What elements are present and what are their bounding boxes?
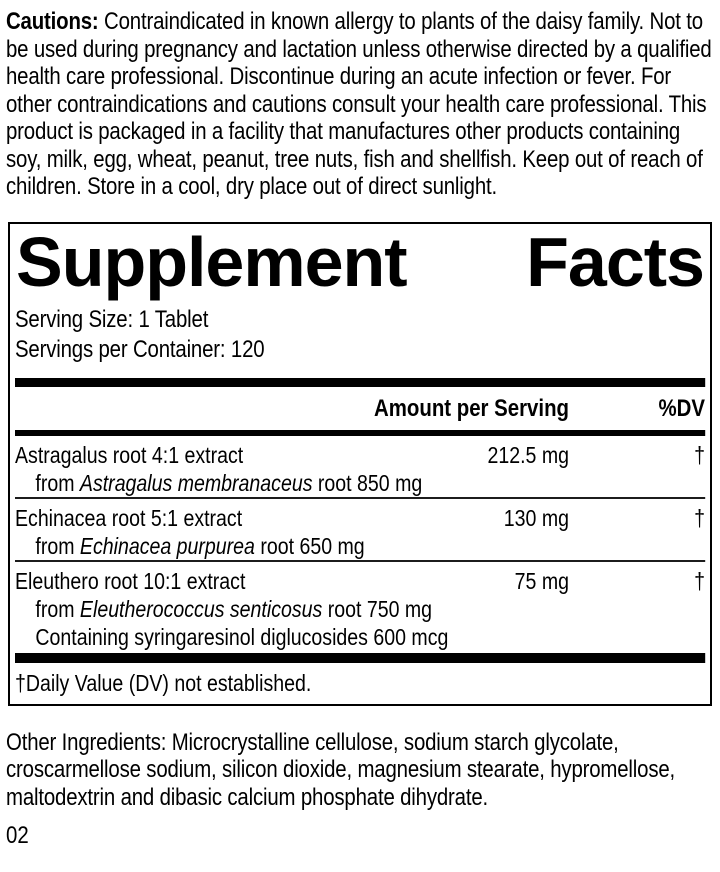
botanical-name: Eleutherococcus senticosus xyxy=(79,595,323,622)
cautions-text: Contraindicated in known allergy to plants of the daisy family. Not to be used during pregnancy and lactation unless otherwise directed by a qualified health care professional. Discontinue during an acute infection or fever. For other contraindications and cautions consult your health care professional. This product is packaged in a facility that manufactures other products containing soy, milk, egg, wheat, peanut, tree nuts, fish and shellfish. Keep out of reach of children. Store in a cool, dry place out of direct sunlight. xyxy=(6,8,712,200)
ingredient-name: Echinacea root 5:1 extract xyxy=(15,504,243,531)
source-text: root 850 mg xyxy=(312,469,423,496)
facts-row-main xyxy=(15,441,705,469)
facts-header-row xyxy=(15,387,705,430)
title-word-supplement: Supplement xyxy=(16,222,407,301)
ingredient-dv: † xyxy=(694,504,705,531)
source-text: from xyxy=(35,469,80,496)
servings-per-container: Servings per Container: 120 xyxy=(15,335,265,363)
facts-body xyxy=(15,305,705,704)
page-code: 02 xyxy=(6,822,29,850)
supplement-facts-title xyxy=(15,222,705,301)
facts-rows xyxy=(15,436,705,651)
dv-footnote: †Daily Value (DV) not established. xyxy=(15,669,312,696)
source-text: from xyxy=(35,532,80,559)
botanical-name: Echinacea purpurea xyxy=(79,532,255,559)
ingredient-source-line xyxy=(15,595,705,623)
facts-row-main xyxy=(15,504,705,532)
ingredient-amount: 75 mg xyxy=(514,567,569,594)
ingredient-amount: 130 mg xyxy=(503,504,569,531)
ingredient-source-line xyxy=(15,532,705,560)
facts-row xyxy=(15,436,705,499)
facts-row xyxy=(15,499,705,562)
ingredient-name: Astragalus root 4:1 extract xyxy=(15,441,244,468)
title-word-facts: Facts xyxy=(526,222,704,301)
cautions-label: Cautions: xyxy=(6,8,99,35)
source-text: Containing syringaresinol diglucosides 600 mcg xyxy=(35,623,449,650)
cautions-paragraph xyxy=(6,8,714,201)
thick-divider-bottom xyxy=(15,653,705,663)
amount-per-serving-header: Amount per Serving xyxy=(374,394,569,422)
ingredient-dv: † xyxy=(694,441,705,468)
ingredient-source-line xyxy=(15,623,705,651)
ingredient-amount: 212.5 mg xyxy=(487,441,569,468)
other-ingredients-paragraph: Other Ingredients: Microcrystalline cellulose, sodium starch glycolate, croscarmellose sodium, silicon dioxide, magnesium stearate, hypromellose, maltodextrin and dibasic calcium phosphate dihydrate. xyxy=(6,728,676,811)
facts-row-main xyxy=(15,567,705,595)
percent-dv-header: %DV xyxy=(658,394,705,422)
ingredient-dv: † xyxy=(694,567,705,594)
supplement-facts-panel xyxy=(8,222,712,706)
facts-row xyxy=(15,562,705,651)
botanical-name: Astragalus membranaceus xyxy=(79,469,313,496)
thick-divider-top xyxy=(15,378,705,387)
ingredient-source-line xyxy=(15,469,705,497)
source-text: root 650 mg xyxy=(254,532,365,559)
source-text: root 750 mg xyxy=(322,595,433,622)
source-text: from xyxy=(35,595,80,622)
serving-size: Serving Size: 1 Tablet xyxy=(15,305,209,333)
ingredient-name: Eleuthero root 10:1 extract xyxy=(15,567,246,594)
